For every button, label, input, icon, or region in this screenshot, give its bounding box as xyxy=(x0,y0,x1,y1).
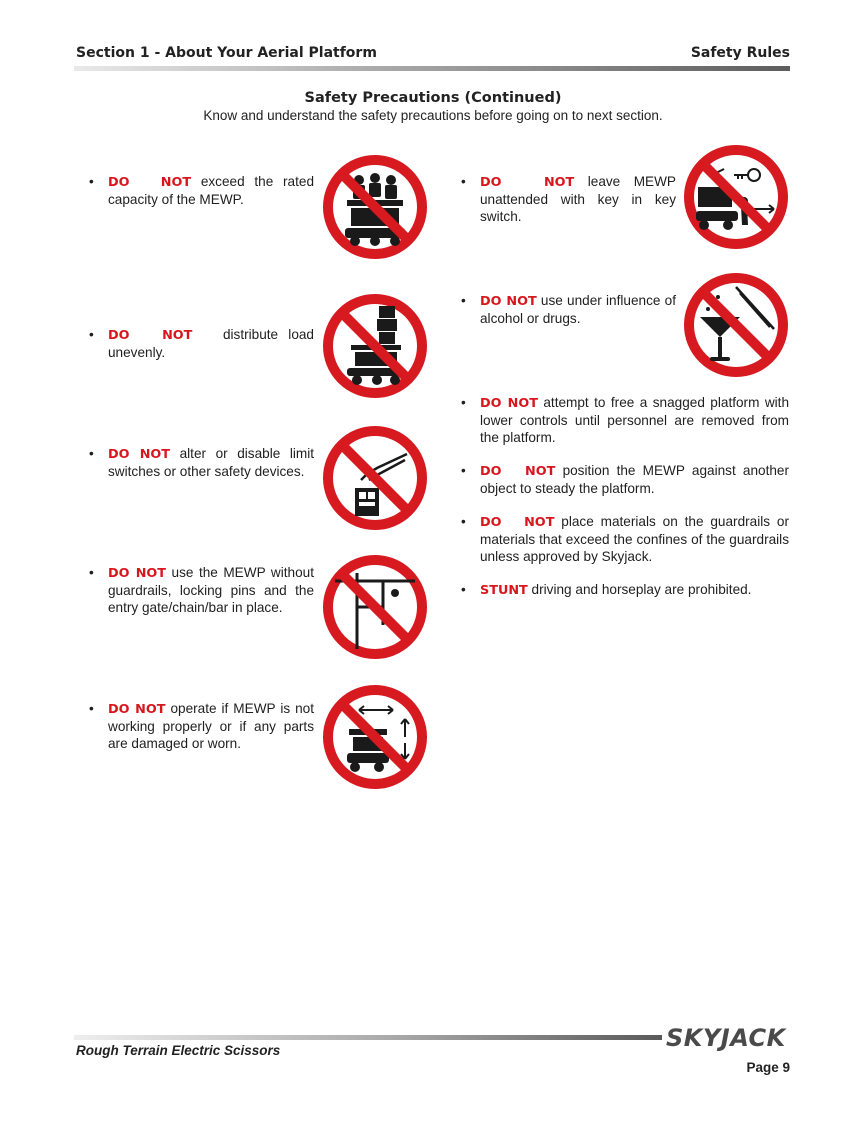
damaged-parts-prohibition-sign-icon xyxy=(321,683,429,791)
key-unattended-prohibition-sign-icon xyxy=(682,143,790,251)
precaution-item: • DO NOT use the MEWP without guardrails, locking pins and the entry gate/chain/bar in place. xyxy=(89,565,314,615)
precaution-item: • DO NOT position the MEWP against another object to steady the platform. xyxy=(461,463,789,496)
header-divider xyxy=(74,66,790,71)
alcohol-drugs-prohibition-sign-icon xyxy=(682,271,790,379)
warning-label: DO NOT xyxy=(108,566,167,581)
page-subtitle: Know and understand the safety precautions before going on to next section. xyxy=(203,108,663,123)
limit-switch-prohibition-sign-icon xyxy=(321,424,429,532)
precaution-item: • STUNT driving and horseplay are prohibited. xyxy=(461,582,752,598)
precaution-item: • DO NOT exceed the rated capacity of the MEWP. xyxy=(89,174,315,207)
precaution-item: • DO NOT use under influence of alcohol or drugs. xyxy=(461,293,677,326)
precaution-item: • DO NOT operate if MEWP is not working properly or if any parts are damaged or worn. xyxy=(89,701,315,751)
warning-label: DO NOT xyxy=(480,294,537,309)
overload-prohibition-sign-icon xyxy=(321,153,429,261)
uneven-load-prohibition-sign-icon xyxy=(321,292,429,400)
no-guardrails-prohibition-sign-icon xyxy=(321,553,429,661)
precaution-item: • DO NOT alter or disable limit switches or other safety devices. xyxy=(89,446,314,479)
product-name: Rough Terrain Electric Scissors xyxy=(76,1043,281,1058)
precaution-item: • DO NOT attempt to free a snagged platform with lower controls until personnel are removed from the platform. xyxy=(461,395,790,445)
precaution-item: • DO NOT place materials on the guardrails or materials that exceed the confines of the guardrails unless approved by Skyjack. xyxy=(461,514,789,564)
page-number: Page 9 xyxy=(746,1060,790,1075)
section-title: Section 1 - About Your Aerial Platform xyxy=(76,45,377,61)
warning-label: DO NOT xyxy=(480,396,538,411)
warning-label: DO NOT xyxy=(108,328,193,343)
warning-label: DO NOT xyxy=(480,175,575,190)
warning-label: STUNT xyxy=(480,583,528,598)
warning-label: DO NOT xyxy=(480,464,556,479)
precaution-item: • DO NOT leave MEWP unattended with key in key switch. xyxy=(461,174,676,224)
warning-label: DO NOT xyxy=(480,515,555,530)
topic-title: Safety Rules xyxy=(690,45,790,61)
brand-logo: SKYJACK xyxy=(666,1024,786,1052)
warning-label: DO NOT xyxy=(108,447,171,462)
page-title: Safety Precautions (Continued) xyxy=(304,90,562,106)
footer-divider xyxy=(74,1035,662,1040)
warning-label: DO NOT xyxy=(108,702,166,717)
warning-label: DO NOT xyxy=(108,175,192,190)
precaution-item: • DO NOT distribute load unevenly. xyxy=(89,327,318,360)
